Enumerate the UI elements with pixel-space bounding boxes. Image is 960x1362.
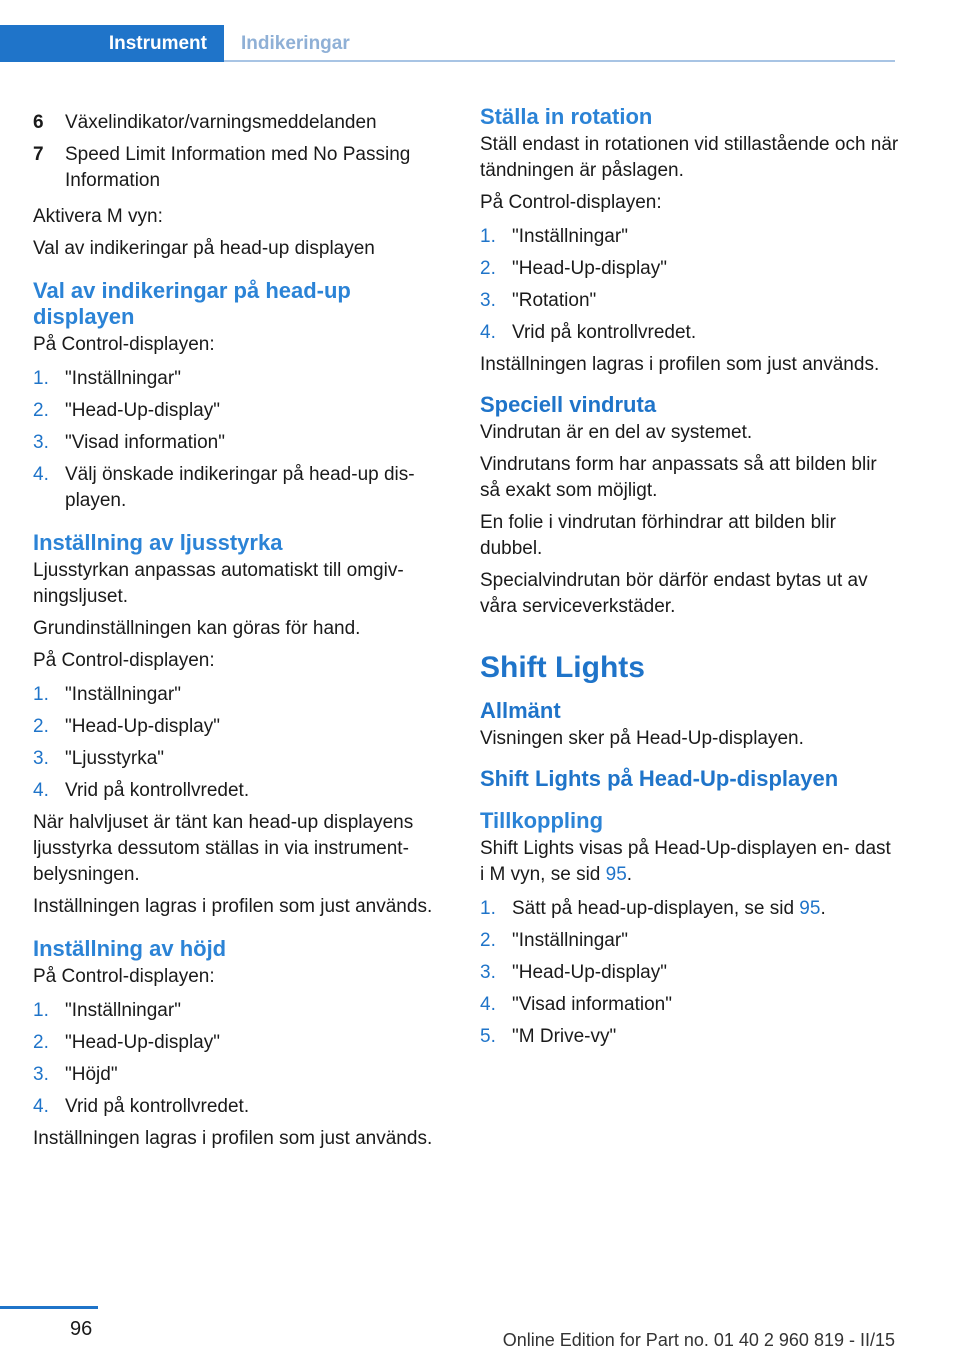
list-item: 1. "Inställningar" — [33, 684, 181, 705]
paragraph: Grundinställningen kan göras för hand. — [33, 618, 361, 639]
edition-text: Online Edition for Part no. 01 40 2 960 819 - II/15 — [502, 1330, 895, 1350]
list-item: 4. Vrid på kontrollvredet. — [480, 322, 697, 343]
paragraph: Visningen sker på Head-Up-displayen. — [480, 728, 804, 749]
page-link[interactable]: 95 — [605, 864, 627, 885]
right-column — [480, 104, 900, 1056]
section-title: Allmänt — [480, 698, 561, 723]
paragraph: När halvljuset är tänt kan head-up displayens ljusstyrka dessutom ställas in via instrument‐ belysningen. — [33, 812, 414, 885]
paragraph: Inställningen lagras i profilen som just används. — [480, 354, 880, 375]
list-item: 2. "Head-Up-display" — [33, 400, 220, 421]
list-item: 2. "Inställningar" — [480, 930, 628, 951]
list-item: 2. "Head-Up-display" — [480, 258, 667, 279]
list-item: 1. "Inställningar" — [480, 226, 628, 247]
callout-number: 6 — [33, 112, 44, 133]
paragraph: Ljusstyrkan anpassas automatiskt till omgiv‐ ningsljuset. — [33, 560, 404, 607]
paragraph: En folie i vindrutan förhindrar att bilden blir dubbel. — [480, 512, 836, 559]
list-item: 3. "Head-Up-display" — [480, 962, 667, 983]
paragraph: Val av indikeringar på head-up displayen — [33, 238, 375, 259]
step-list — [33, 366, 451, 514]
section-title: Ställa in rotation — [480, 104, 653, 129]
paragraph: Specialvindrutan bör därför endast bytas ut av våra serviceverkstäder. — [480, 570, 868, 617]
page-number: 96 — [70, 1318, 93, 1340]
callout-text: Speed Limit Information med No Passing Information — [65, 144, 411, 191]
callout-item — [33, 142, 451, 194]
paragraph: Ställ endast in rotationen vid stillastående och när tändningen är påslagen. — [480, 134, 899, 181]
list-item: 4. Vrid på kontrollvredet. — [33, 1096, 250, 1117]
step-list — [480, 224, 900, 346]
paragraph: På Control-displayen: — [33, 334, 215, 355]
paragraph: På Control-displayen: — [33, 650, 215, 671]
section-title: Shift Lights på Head-Up-displayen — [480, 766, 839, 791]
list-item: 4. "Visad information" — [480, 994, 672, 1015]
paragraph: Vindrutan är en del av systemet. — [480, 422, 753, 443]
section-title: Val av indikeringar på head-up displayen — [33, 278, 351, 329]
callout-text: Växelindikator/varningsmeddelanden — [65, 112, 377, 133]
list-item: 2. "Head-Up-display" — [33, 1032, 220, 1053]
list-item: 1. "Inställningar" — [33, 368, 181, 389]
callout-item — [33, 110, 451, 136]
step-list — [480, 896, 900, 1050]
paragraph: Shift Lights visas på Head-Up-displayen en‐ dast i M vyn, se sid 95. — [480, 838, 891, 885]
list-item: 5. "M Drive-vy" — [480, 1026, 617, 1047]
header-tab-indikeringar[interactable]: Indikeringar — [224, 25, 895, 62]
callout-number: 7 — [33, 144, 44, 165]
list-item: 2. "Head-Up-display" — [33, 716, 220, 737]
header-tab-instrument[interactable]: Instrument — [0, 25, 224, 62]
list-item: 4. Vrid på kontrollvredet. — [33, 780, 250, 801]
list-item: 3. "Rotation" — [480, 290, 597, 311]
page-link[interactable]: 95 — [799, 898, 821, 919]
list-item: 4. Välj önskade indikeringar på head-up dis‐ playen. — [33, 464, 415, 511]
chapter-title: Shift Lights — [480, 651, 645, 684]
paragraph: På Control-displayen: — [480, 192, 662, 213]
list-item: 3. "Höjd" — [33, 1064, 118, 1085]
paragraph: Inställningen lagras i profilen som just används. — [33, 1128, 433, 1149]
footer-divider — [0, 1306, 98, 1309]
section-title: Speciell vindruta — [480, 392, 657, 417]
section-title: Tillkoppling — [480, 808, 604, 833]
list-item: 3. "Ljusstyrka" — [33, 748, 165, 769]
step-list — [33, 682, 451, 804]
list-item: 1. Sätt på head-up-displayen, se sid 95. — [480, 898, 826, 919]
left-column — [33, 110, 451, 1158]
page-header — [0, 25, 895, 62]
paragraph: Aktivera M vyn: — [33, 206, 163, 227]
step-list — [33, 998, 451, 1120]
paragraph: Inställningen lagras i profilen som just används. — [33, 896, 433, 917]
paragraph: Vindrutans form har anpassats så att bilden blir så exakt som möjligt. — [480, 454, 877, 501]
paragraph: På Control-displayen: — [33, 966, 215, 987]
list-item: 1. "Inställningar" — [33, 1000, 181, 1021]
section-title: Inställning av ljusstyrka — [33, 530, 283, 555]
list-item: 3. "Visad information" — [33, 432, 225, 453]
section-title: Inställning av höjd — [33, 936, 227, 961]
